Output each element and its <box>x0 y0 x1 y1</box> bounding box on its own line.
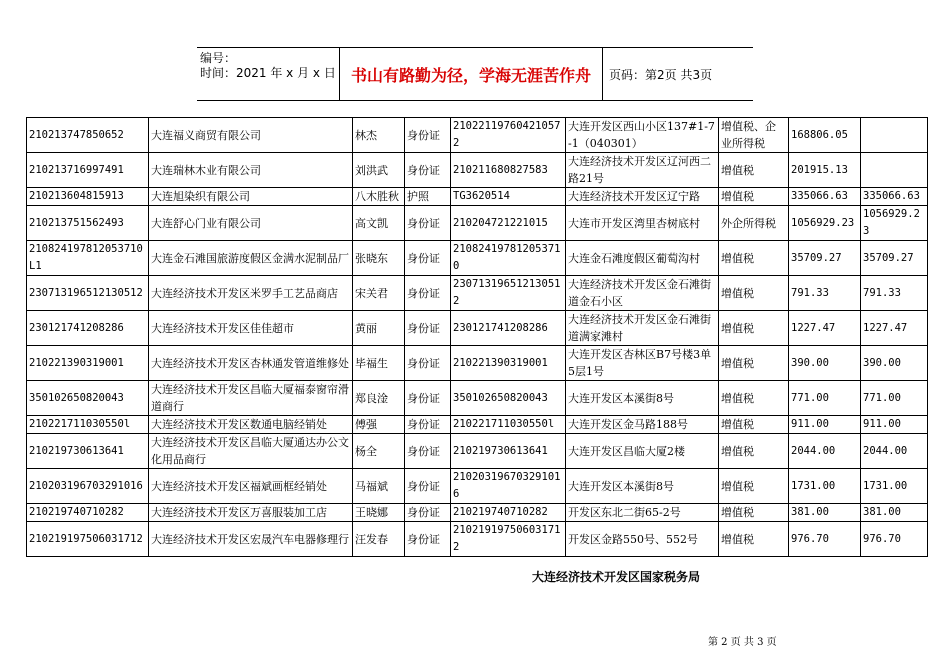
cell-amount-2: 1227.47 <box>861 311 928 346</box>
table-row <box>27 311 928 346</box>
cell-tax-type: 增值税 <box>719 276 789 311</box>
cell-doc-no: 210203196703291016 <box>451 469 566 504</box>
cell-id: 230713196512130512 <box>27 276 149 311</box>
cell-person: 马福斌 <box>353 469 405 504</box>
cell-doc-no: 210221711030550l <box>451 416 566 434</box>
cell-doc-no: 210204721221015 <box>451 206 566 241</box>
page-header <box>197 47 753 101</box>
cell-doc-no: 230121741208286 <box>451 311 566 346</box>
cell-person: 宋关君 <box>353 276 405 311</box>
cell-amount: 168806.05 <box>789 118 861 153</box>
cell-id: 210213751562493 <box>27 206 149 241</box>
cell-doc-no: TG3620514 <box>451 188 566 206</box>
cell-id: 210219197506031712 <box>27 522 149 557</box>
cell-amount-2: 1731.00 <box>861 469 928 504</box>
cell-tax-type: 增值税 <box>719 241 789 276</box>
cell-name: 大连旭染织有限公司 <box>149 188 353 206</box>
cell-address: 大连开发区本溪街8号 <box>566 381 719 416</box>
header-motto: 书山有路勤为径，学海无涯苦作舟 <box>339 48 603 100</box>
cell-address: 大连开发区杏林区B7号楼3单5层1号 <box>566 346 719 381</box>
cell-amount-2: 976.70 <box>861 522 928 557</box>
table-row <box>27 241 928 276</box>
table-row <box>27 504 928 522</box>
cell-doc-no: 230713196512130512 <box>451 276 566 311</box>
cell-doc-type: 身份证 <box>405 522 451 557</box>
cell-amount-2: 791.33 <box>861 276 928 311</box>
cell-id: 350102650820043 <box>27 381 149 416</box>
cell-doc-type: 身份证 <box>405 381 451 416</box>
cell-doc-no: 210221197604210572 <box>451 118 566 153</box>
cell-doc-no: 210824197812053710 <box>451 241 566 276</box>
cell-tax-type: 增值税 <box>719 188 789 206</box>
cell-amount-2 <box>861 118 928 153</box>
cell-id: 210213604815913 <box>27 188 149 206</box>
cell-doc-type: 身份证 <box>405 241 451 276</box>
cell-name: 大连舒心门业有限公司 <box>149 206 353 241</box>
cell-tax-type: 增值税 <box>719 504 789 522</box>
cell-amount: 976.70 <box>789 522 861 557</box>
cell-name: 大连福义商贸有限公司 <box>149 118 353 153</box>
cell-name: 大连金石滩国旅游度假区金满水泥制品厂 <box>149 241 353 276</box>
cell-person: 傅强 <box>353 416 405 434</box>
cell-tax-type: 增值税 <box>719 381 789 416</box>
cell-tax-type: 增值税 <box>719 311 789 346</box>
cell-address: 大连开发区西山小区137#1-7-1（040301） <box>566 118 719 153</box>
cell-amount: 771.00 <box>789 381 861 416</box>
time-label: 时间：2021 年 x 月 x 日 <box>200 66 336 80</box>
code-label: 编号： <box>200 51 237 65</box>
table-row <box>27 434 928 469</box>
cell-doc-no: 210211680827583 <box>451 153 566 188</box>
cell-address: 大连经济技术开发区辽河西二路21号 <box>566 153 719 188</box>
table-row <box>27 276 928 311</box>
page-label: 页码：第2页 共3页 <box>609 68 713 82</box>
cell-doc-type: 身份证 <box>405 153 451 188</box>
table-row <box>27 469 928 504</box>
cell-name: 大连经济技术开发区福斌画框经销处 <box>149 469 353 504</box>
table-row <box>27 381 928 416</box>
cell-name: 大连经济技术开发区米罗手工艺品商店 <box>149 276 353 311</box>
cell-doc-type: 身份证 <box>405 311 451 346</box>
header-meta <box>200 51 336 81</box>
issuing-authority: 大连经济技术开发区国家税务局 <box>532 570 701 584</box>
cell-amount-2: 335066.63 <box>861 188 928 206</box>
table-row <box>27 416 928 434</box>
cell-id: 210213716997491 <box>27 153 149 188</box>
cell-name: 大连经济技术开发区佳佳超市 <box>149 311 353 346</box>
cell-address: 大连开发区本溪街8号 <box>566 469 719 504</box>
table-row <box>27 153 928 188</box>
table-row <box>27 188 928 206</box>
cell-amount: 390.00 <box>789 346 861 381</box>
cell-person: 王晓娜 <box>353 504 405 522</box>
cell-doc-type: 身份证 <box>405 206 451 241</box>
cell-doc-no: 210219740710282 <box>451 504 566 522</box>
taxpayer-table <box>26 117 928 557</box>
cell-address: 大连开发区金马路188号 <box>566 416 719 434</box>
cell-doc-no: 350102650820043 <box>451 381 566 416</box>
cell-amount-2: 390.00 <box>861 346 928 381</box>
cell-id: 210219740710282 <box>27 504 149 522</box>
cell-amount-2: 381.00 <box>861 504 928 522</box>
cell-amount-2: 35709.27 <box>861 241 928 276</box>
cell-tax-type: 增值税 <box>719 416 789 434</box>
page-number: 第 2 页 共 3 页 <box>708 637 777 648</box>
cell-address: 大连经济技术开发区金石滩街道金石小区 <box>566 276 719 311</box>
cell-doc-type: 身份证 <box>405 434 451 469</box>
cell-amount-2: 771.00 <box>861 381 928 416</box>
cell-doc-no: 210219730613641 <box>451 434 566 469</box>
cell-id: 230121741208286 <box>27 311 149 346</box>
cell-name: 大连经济技术开发区昌临大厦福泰窗帘滑道商行 <box>149 381 353 416</box>
cell-tax-type: 增值税 <box>719 434 789 469</box>
cell-doc-type: 身份证 <box>405 504 451 522</box>
cell-amount: 1731.00 <box>789 469 861 504</box>
cell-amount: 1227.47 <box>789 311 861 346</box>
cell-amount-2: 911.00 <box>861 416 928 434</box>
cell-amount: 381.00 <box>789 504 861 522</box>
cell-doc-type: 护照 <box>405 188 451 206</box>
cell-name: 大连经济技术开发区杏林通发管道维修处 <box>149 346 353 381</box>
cell-id: 210824197812053710L1 <box>27 241 149 276</box>
cell-doc-type: 身份证 <box>405 346 451 381</box>
cell-amount-2: 1056929.23 <box>861 206 928 241</box>
cell-person: 张晓东 <box>353 241 405 276</box>
cell-amount: 791.33 <box>789 276 861 311</box>
cell-amount-2 <box>861 153 928 188</box>
cell-name: 大连经济技术开发区万喜服装加工店 <box>149 504 353 522</box>
cell-id: 210203196703291016 <box>27 469 149 504</box>
cell-address: 大连市开发区湾里杏树底村 <box>566 206 719 241</box>
cell-doc-no: 210221390319001 <box>451 346 566 381</box>
cell-person: 刘洪武 <box>353 153 405 188</box>
cell-amount: 2044.00 <box>789 434 861 469</box>
cell-person: 林杰 <box>353 118 405 153</box>
cell-amount: 35709.27 <box>789 241 861 276</box>
table-row <box>27 118 928 153</box>
table-row <box>27 346 928 381</box>
cell-address: 大连经济技术开发区辽宁路 <box>566 188 719 206</box>
cell-tax-type: 增值税 <box>719 522 789 557</box>
cell-doc-no: 210219197506031712 <box>451 522 566 557</box>
table-row <box>27 206 928 241</box>
cell-amount: 201915.13 <box>789 153 861 188</box>
table-body <box>27 118 928 557</box>
cell-person: 杨全 <box>353 434 405 469</box>
cell-person: 黄丽 <box>353 311 405 346</box>
cell-doc-type: 身份证 <box>405 276 451 311</box>
cell-tax-type: 增值税 <box>719 153 789 188</box>
cell-amount: 1056929.23 <box>789 206 861 241</box>
cell-doc-type: 身份证 <box>405 118 451 153</box>
cell-id: 210213747850652 <box>27 118 149 153</box>
cell-tax-type: 增值税 <box>719 469 789 504</box>
cell-person: 高文凯 <box>353 206 405 241</box>
cell-person: 毕福生 <box>353 346 405 381</box>
cell-amount: 335066.63 <box>789 188 861 206</box>
cell-id: 210221711030550l <box>27 416 149 434</box>
cell-id: 210221390319001 <box>27 346 149 381</box>
table-row <box>27 522 928 557</box>
cell-address: 大连开发区昌临大厦2楼 <box>566 434 719 469</box>
cell-tax-type: 外企所得税 <box>719 206 789 241</box>
cell-person: 汪发春 <box>353 522 405 557</box>
cell-doc-type: 身份证 <box>405 416 451 434</box>
cell-tax-type: 增值税 <box>719 346 789 381</box>
cell-name: 大连瑞林木业有限公司 <box>149 153 353 188</box>
cell-address: 大连经济技术开发区金石滩街道满家滩村 <box>566 311 719 346</box>
cell-doc-type: 身份证 <box>405 469 451 504</box>
cell-address: 开发区金路550号、552号 <box>566 522 719 557</box>
cell-address: 大连金石滩度假区葡萄沟村 <box>566 241 719 276</box>
cell-address: 开发区东北二街65-2号 <box>566 504 719 522</box>
cell-id: 210219730613641 <box>27 434 149 469</box>
cell-tax-type: 增值税、企业所得税 <box>719 118 789 153</box>
cell-name: 大连经济技术开发区宏晟汽车电器修理行 <box>149 522 353 557</box>
cell-person: 郑良淦 <box>353 381 405 416</box>
cell-amount: 911.00 <box>789 416 861 434</box>
cell-name: 大连经济技术开发区数通电脑经销处 <box>149 416 353 434</box>
cell-amount-2: 2044.00 <box>861 434 928 469</box>
cell-name: 大连经济技术开发区昌临大厦通达办公文化用品商行 <box>149 434 353 469</box>
cell-person: 八木胜秋 <box>353 188 405 206</box>
